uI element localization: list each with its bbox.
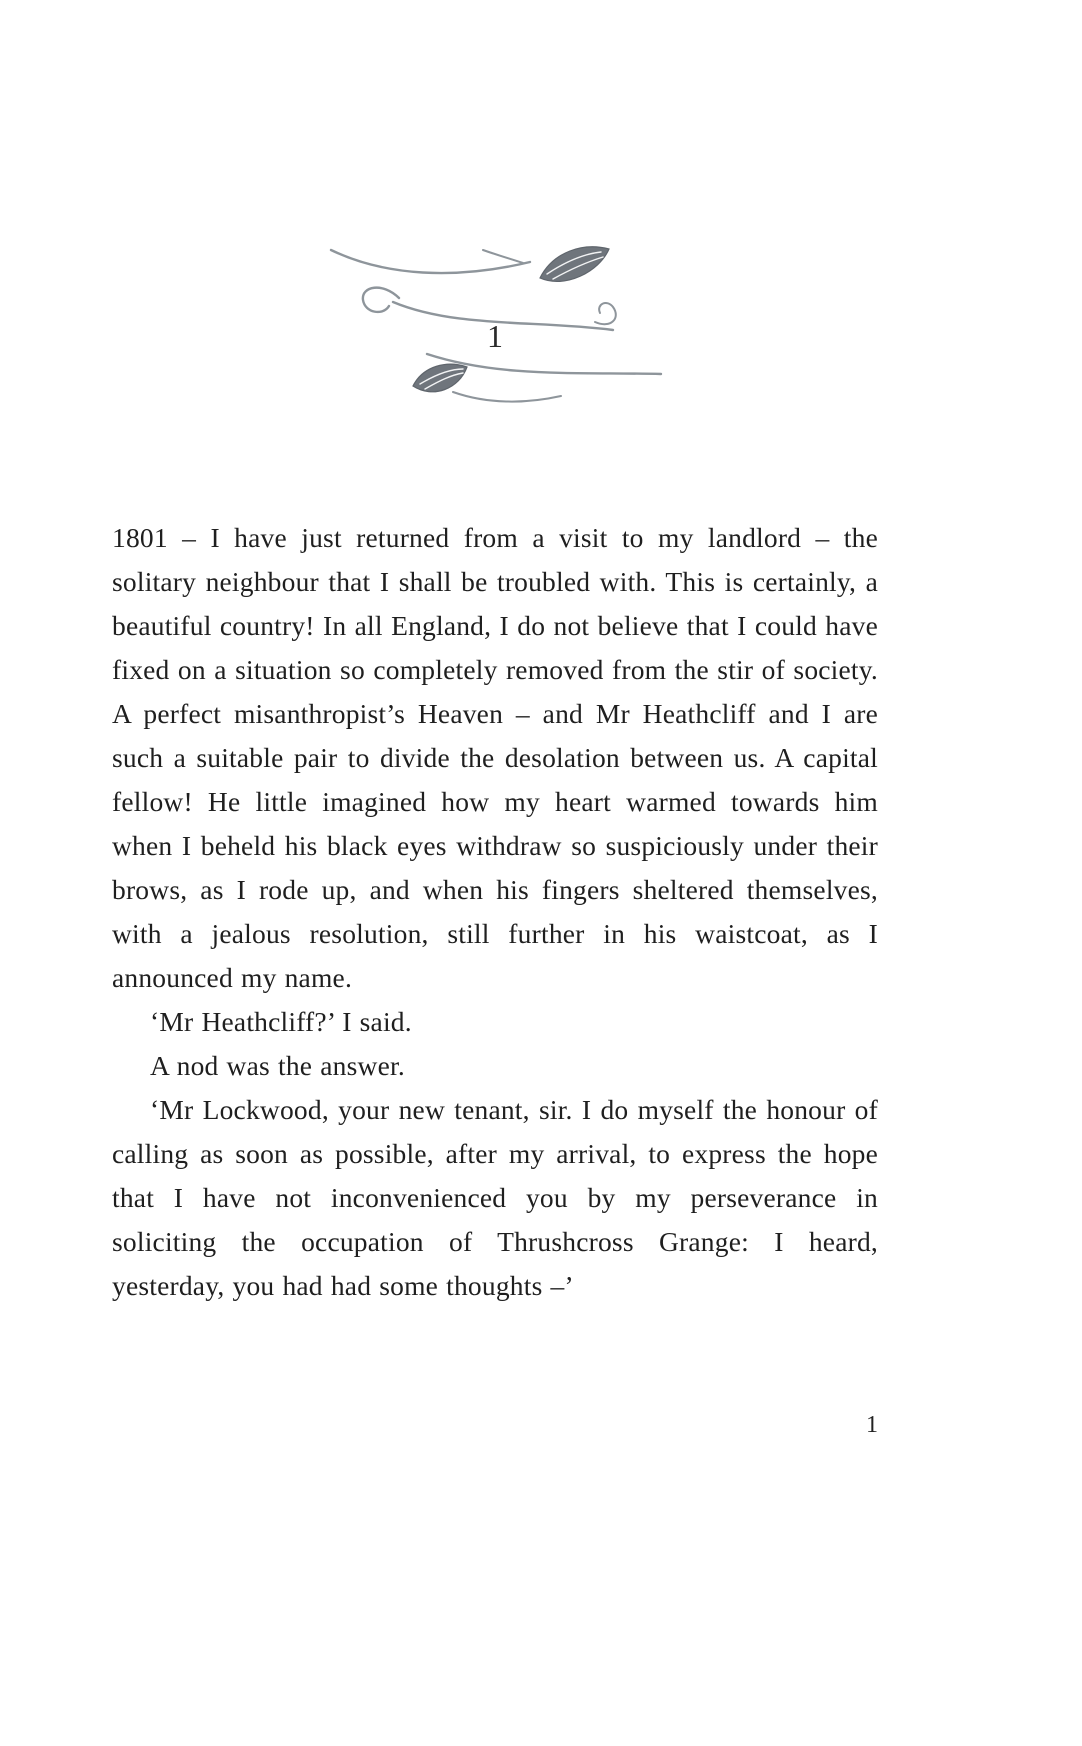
paragraph: ‘Mr Lockwood, your new tenant, sir. I do myself the honour of calling as soon as possible, after my arrival, to express the hope that I have not inconvenienced you by my perseverance in soliciting the occupation of Thrushcross Grange: I heard, yesterday, you had had some thoughts –’ bbox=[112, 1094, 878, 1301]
chapter-number: 1 bbox=[487, 318, 503, 354]
paragraph: ‘Mr Heathcliff?’ I said. bbox=[150, 1006, 412, 1037]
body-text bbox=[112, 516, 878, 1308]
chapter-ornament bbox=[112, 236, 878, 421]
paragraph: 1801 – I have just returned from a visit to my landlord – the solitary neighbour that I shall be troubled with. This is certainly, a beautiful country! In all England, I do not believe that I could have fixed on a situation so completely removed from the stir of society. A perfect misanthropist’s Heaven – and Mr Heathcliff and I are such a suitable pair to divide the desolation between us. A capital fellow! He little imagined how my heart warmed towards him when I beheld his black eyes withdraw so suspiciously under their brows, as I rode up, and when his fingers sheltered themselves, with a jealous resolution, still further in his waistcoat, as I announced my name. bbox=[112, 522, 878, 993]
paragraph: A nod was the answer. bbox=[150, 1050, 405, 1081]
page-number: 1 bbox=[866, 1412, 878, 1438]
